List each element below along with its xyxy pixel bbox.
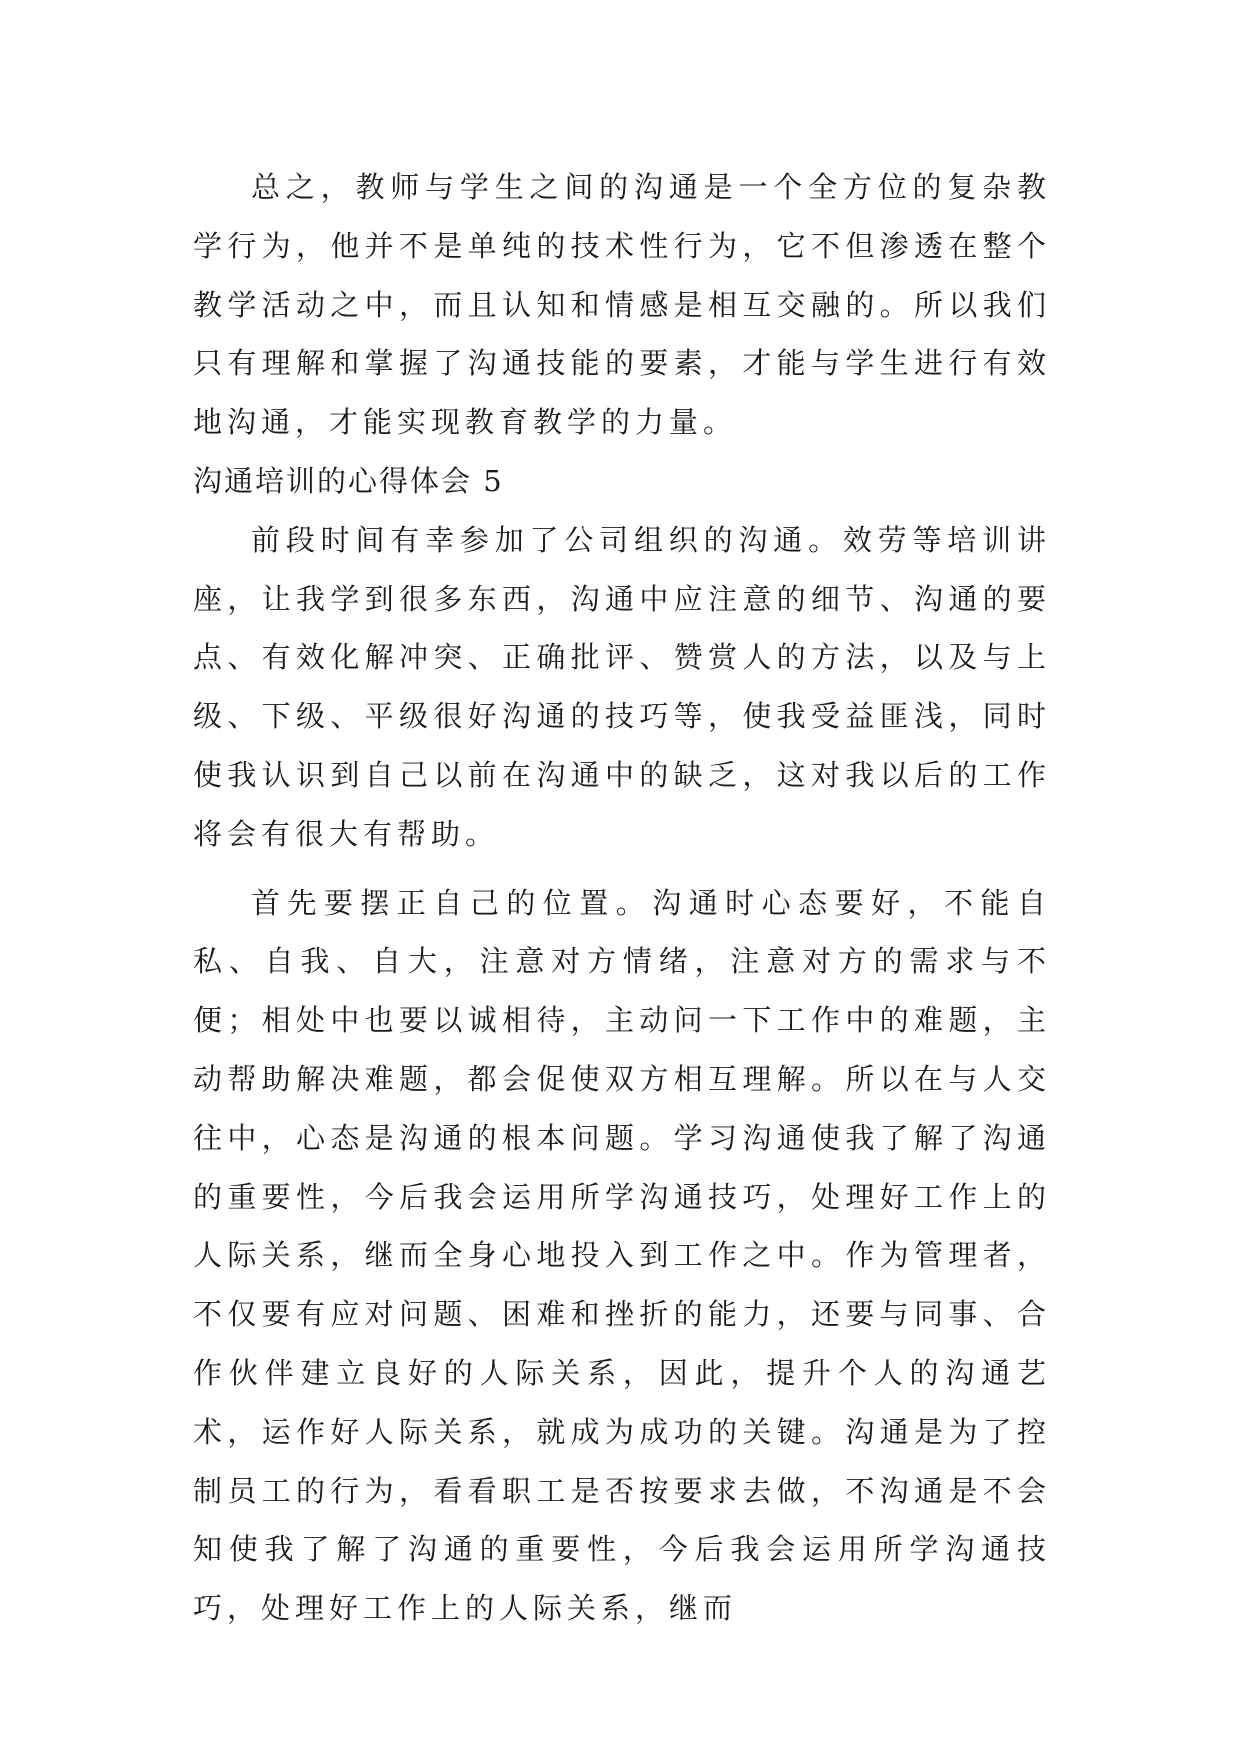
body-paragraph: 总之，教师与学生之间的沟通是一个全方位的复杂教学行为，他并不是单纯的技术性行为，它不但渗透在整个教学活动之中，而且认知和情感是相互交融的。所以我们只有理解和掌握了沟通技能的要素，才能与学生进行有效地沟通，才能实现教育教学的力量。 bbox=[193, 170, 1051, 440]
body-paragraph: 首先要摆正自己的位置。沟通时心态要好，不能自私、自我、自大，注意对方情绪，注意对方的需求与不便；相处中也要以诚相待，主动问一下工作中的难题，主动帮助解决难题，都会促使双方相互理解。所以在与人交往中，心态是沟通的根本问题。学习沟通使我了解了沟通的重要性，今后我会运用所学沟通技巧，处理好工作上的人际关系，继而全身心地投入到工作之中。作为管理者，不仅要有应对问题、困难和挫折的能力，还要与同事、合作伙伴建立良好的人际关系，因此，提升个人的沟通艺术，运作好人际关系，就成为成功的关键。沟通是为了控制员工的行为，看看职工是否按要求去做，不沟通是不会知使我了解了沟通的重要性，今后我会运用所学沟通技巧，处理好工作上的人际关系，继而 bbox=[193, 885, 1051, 1626]
body-paragraph: 前段时间有幸参加了公司组织的沟通。效劳等培训讲座，让我学到很多东西，沟通中应注意的细节、沟通的要点、有效化解冲突、正确批评、赞赏人的方法，以及与上级、下级、平级很好沟通的技巧等，使我受益匪浅，同时使我认识到自己以前在沟通中的缺乏，这对我以后的工作将会有很大有帮助。 bbox=[193, 522, 1051, 851]
section-title: 沟通培训的心得体会 5 bbox=[193, 463, 504, 498]
document-page bbox=[193, 158, 1051, 1638]
